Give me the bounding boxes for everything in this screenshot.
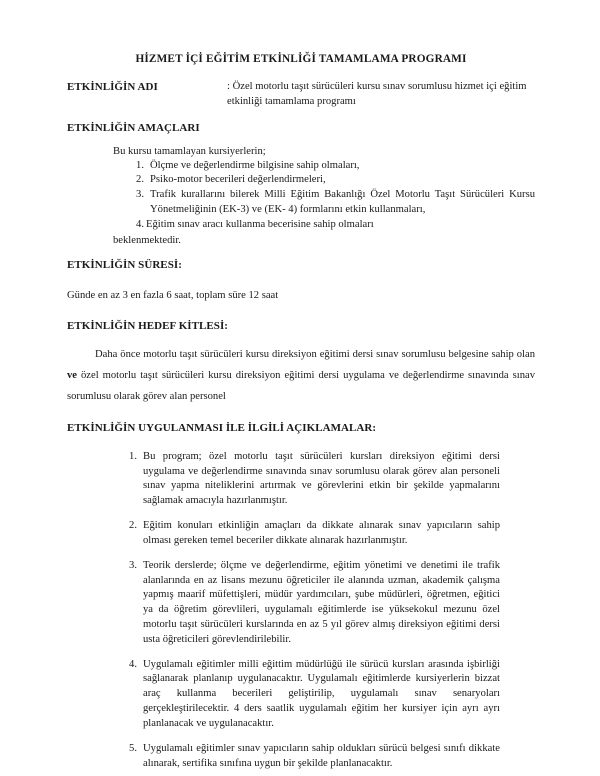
list-marker: 2. xyxy=(136,174,144,186)
document-content xyxy=(67,52,535,771)
list-item-text: Eğitim konuları etkinliğin amaçları da dikkate alınarak sınav yapıcıların sahip olması gereken temel beceriler dikkate alınarak hazırlanmıştır. xyxy=(143,520,500,546)
target-audience-text-emphasis: ve xyxy=(67,370,77,382)
target-audience-heading: ETKİNLİĞİN HEDEF KİTLESİ: xyxy=(67,320,228,333)
list-item xyxy=(67,188,535,218)
list-item xyxy=(67,218,535,233)
list-marker: 3. xyxy=(129,559,137,571)
implementation-list xyxy=(67,450,500,772)
list-item-text: Uygulamalı eğitimler sınav yapıcıların sahip oldukları sürücü belgesi sınıfı dikkate alınarak, sertifika sınıfına uygun bir şekilde planlanacaktır. xyxy=(143,742,500,769)
list-item xyxy=(67,159,535,174)
list-marker: 4. xyxy=(129,658,137,670)
list-marker: 4. xyxy=(136,218,144,230)
list-marker: 1. xyxy=(129,450,137,462)
aims-heading: ETKİNLİĞİN AMAÇLARI xyxy=(67,122,200,135)
list-item xyxy=(67,742,500,772)
aims-list xyxy=(67,159,535,233)
list-item-text: Ölçme ve değerlendirme bilgisine sahip olmaları, xyxy=(150,159,360,171)
duration-text: Günde en az 3 en fazla 6 saat, toplam süre 12 saat xyxy=(67,290,279,302)
target-audience-text xyxy=(67,345,535,407)
list-item-text: Psiko-motor becerileri değerlendirmeleri, xyxy=(150,174,326,186)
list-marker: 3. xyxy=(136,189,144,201)
list-item xyxy=(67,519,500,549)
target-audience-text-part1: Daha önce motorlu taşıt sürücüleri kursu direksiyon eğitimi dersi sınav sorumlusu belgesine sahip olan xyxy=(95,349,535,361)
activity-name-label: ETKİNLİĞİN ADI xyxy=(67,81,158,94)
aims-closing: beklenmektedir. xyxy=(113,234,181,246)
activity-name-value: : Özel motorlu taşıt sürücüleri kursu sınav sorumlusu hizmet içi eğitim etkinliği tamamlama programı xyxy=(227,81,527,107)
aims-intro: Bu kursu tamamlayan kursiyerlerin; xyxy=(113,145,266,157)
list-item xyxy=(67,173,535,188)
list-marker: 5. xyxy=(129,742,137,754)
list-item xyxy=(67,559,500,648)
target-audience-text-part2: özel motorlu taşıt sürücüleri kursu direksiyon eğitimi dersi uygulama ve değerlendirme sınavında sınav sorumlusu olarak görev alan personel xyxy=(67,370,535,402)
list-item-text: Trafik kurallarını bilerek Milli Eğitim Bakanlığı Özel Motorlu Taşıt Sürücüleri Kursu Yönetmeliğinin (EK-3) ve (EK- 4) formlarını etkin kullanmaları, xyxy=(150,189,535,216)
list-marker: 2. xyxy=(129,520,137,532)
implementation-heading: ETKİNLİĞİN UYGULANMASI İLE İLGİLİ AÇIKLAMALAR: xyxy=(67,422,377,435)
activity-name-row xyxy=(67,80,535,109)
list-item-text: Eğitim sınav aracı kullanma becerisine sahip olmaları xyxy=(146,218,374,230)
list-marker: 1. xyxy=(136,159,144,171)
list-item xyxy=(67,658,500,732)
duration-heading: ETKİNLİĞİN SÜRESİ: xyxy=(67,258,182,271)
list-item-text: Uygulamalı eğitimler milli eğittim müdürlüğü ile sürücü kursları arasında işbirliği sağlanarak planlanıp uygulanacaktır. Uygulamalı eğitimlerde kursiyerlerin bizzat araç kullanma becerileri geliştirilip, uygulamalı sınav senaryoları gerçekleştirilecektir. 4 ders saatlik uygulamalı eğitim her kursiyer için ayrı ayrı planlanacak ve uygulanacaktır. xyxy=(143,658,500,729)
list-item xyxy=(67,450,500,509)
list-item-text: Bu program; özel motorlu taşıt sürücüleri kursları direksiyon eğitimi dersi uygulama ve değerlendirme sınavında sınav sorumlusu olarak görev alan personeli sınav yapma niteliklerini artırmak ve görevlerini etkin bir şekilde yapmalarını sağlamak amacıyla hazırlanmıştır. xyxy=(143,450,500,507)
page-title: HİZMET İÇİ EĞİTİM ETKİNLİĞİ TAMAMLAMA PROGRAMI xyxy=(135,53,467,65)
list-item-text: Teorik derslerde; ölçme ve değerlendirme, eğitim yönetimi ve denetimi ile trafik alanlarında en az lisans mezunu öğreticiler ile alanında uzman, akademik çalışma yapmış maarif müfettişleri, müdür yardımcıları, şube müdürleri, öğretmen, eğitici ya da öğretim görevlileri, uygulamalı eğitimlerde ise yüksekokul mezunu özel motorlu taşıt sürücüleri kurslarında en az 5 yıl görev almış direksiyon eğitimi dersi usta öğreticileri görevlendirilebilir. xyxy=(143,559,500,645)
